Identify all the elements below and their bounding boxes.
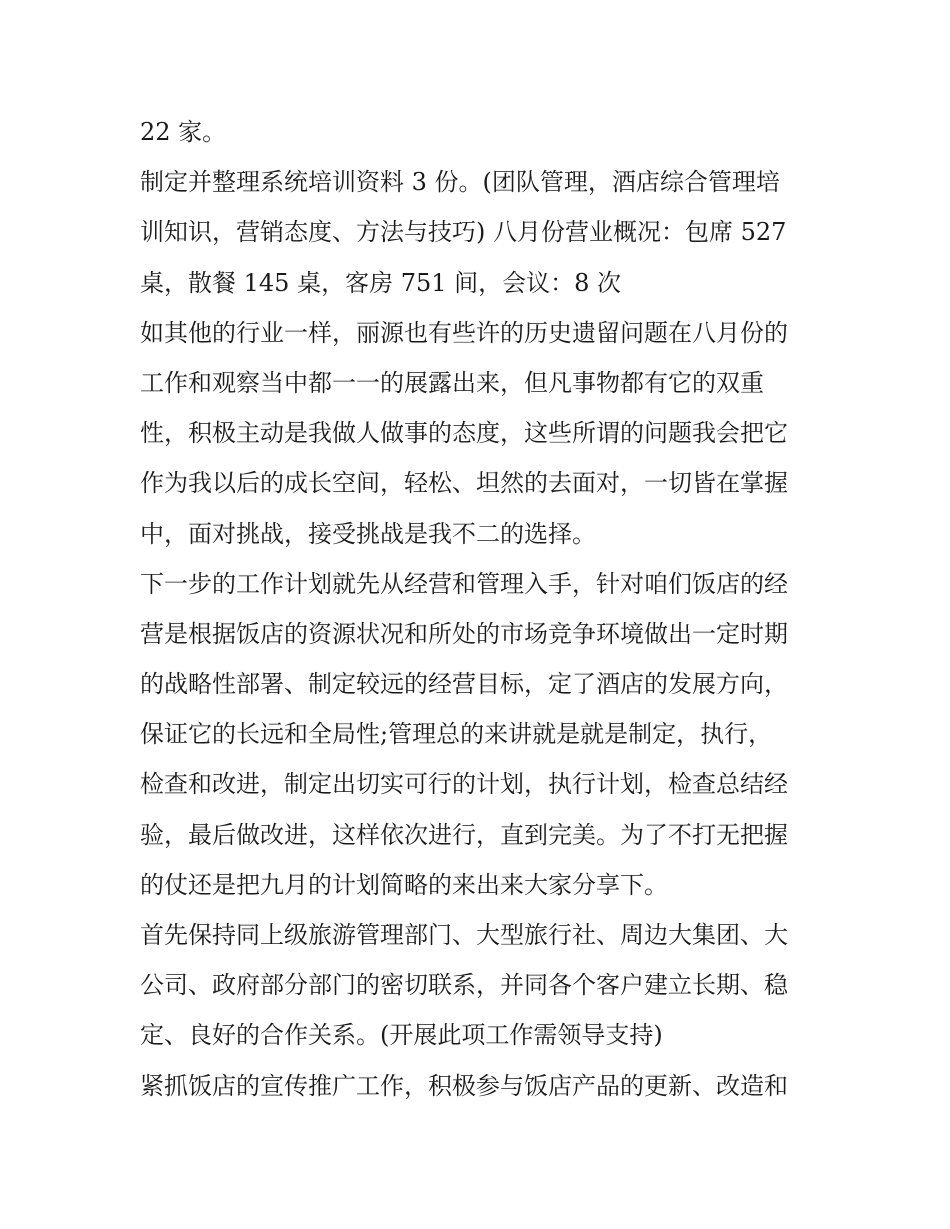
text-line: 工作和观察当中都一一的展露出来，但凡事物都有它的双重: [140, 368, 764, 397]
text-line: 下一步的工作计划就先从经营和管理入手，针对咱们饭店的经: [140, 569, 788, 598]
paragraph: [140, 308, 820, 559]
text-line: 制定并整理系统培训资料 3 份。(团队管理，酒店综合管理培: [140, 168, 780, 197]
text-line: 紧抓饭店的宣传推广工作，积极参与饭店产品的更新、改造和: [140, 1071, 788, 1100]
text-line: 公司、政府部分部门的密切联系，并同各个客户建立长期、稳: [140, 971, 788, 1000]
text-line: 性，积极主动是我做人做事的态度，这些所谓的问题我会把它: [140, 419, 788, 448]
paragraph: [140, 107, 820, 157]
text-line: 作为我以后的成长空间，轻松、坦然的去面对，一切皆在掌握: [140, 469, 788, 498]
text-line: 的战略性部署、制定较远的经营目标，定了酒店的发展方向，: [140, 670, 788, 699]
text-line: 中，面对挑战，接受挑战是我不二的选择。: [140, 519, 596, 548]
paragraph: [140, 1061, 820, 1111]
text-line: 如其他的行业一样，丽源也有些许的历史遗留问题在八月份的: [140, 318, 788, 347]
paragraph: [140, 559, 820, 910]
text-line: 22 家。: [140, 118, 227, 146]
text-line: 验，最后做改进，这样依次进行，直到完美。为了不打无把握: [140, 820, 788, 849]
text-line: 训知识，营销态度、方法与技巧) 八月份营业概况：包席 527: [140, 218, 787, 247]
text-line: 的仗还是把九月的计划简略的来出来大家分享下。: [140, 870, 668, 899]
text-line: 首先保持同上级旅游管理部门、大型旅行社、周边大集团、大: [140, 921, 788, 949]
paragraph: [140, 910, 820, 1061]
text-line: 定、良好的合作关系。(开展此项工作需领导支持): [140, 1021, 663, 1050]
text-line: 保证它的长远和全局性;管理总的来讲就是就是制定，执行，: [140, 720, 773, 749]
paragraph: [140, 157, 820, 308]
text-line: 营是根据饭店的资源状况和所处的市场竞争环境做出一定时期: [140, 619, 788, 648]
text-line: 检查和改进，制定出切实可行的计划，执行计划，检查总结经: [140, 770, 788, 799]
document-body: [140, 107, 820, 1111]
text-line: 桌，散餐 145 桌，客房 751 间，会议：8 次: [140, 268, 622, 297]
